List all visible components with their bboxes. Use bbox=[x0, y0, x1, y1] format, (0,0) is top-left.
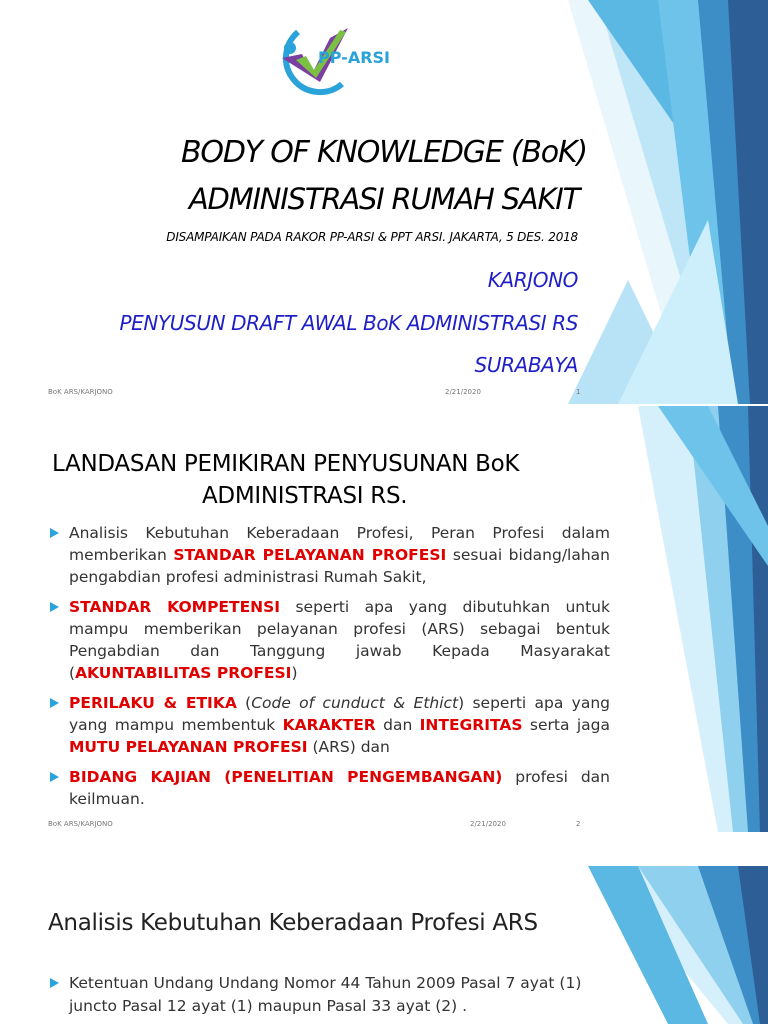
slide-3-bullet-list bbox=[48, 972, 608, 1018]
author-role: PENYUSUN DRAFT AWAL BoK ADMINISTRASI RS bbox=[119, 311, 578, 335]
slide-3 bbox=[0, 866, 768, 1024]
list-item: PERILAKU & ETIKA (Code of cunduct & Ethict) seperti apa yang yang mampu membentuk KARAKTER dan INTEGRITAS serta jaga MUTU PELAYANAN PROFESI (ARS) dan bbox=[48, 692, 610, 758]
footer-page-number: 1 bbox=[576, 388, 581, 396]
bullet-arrow-icon bbox=[50, 698, 59, 708]
footer-date: 2/21/2020 bbox=[470, 820, 506, 828]
slide-1-title-line-1: BODY OF KNOWLEDGE (BoK) bbox=[181, 135, 587, 170]
highlight-text: STANDAR PELAYANAN PROFESI bbox=[173, 546, 447, 564]
footer-date: 2/21/2020 bbox=[445, 388, 481, 396]
footer-page-number: 2 bbox=[576, 820, 581, 828]
slide-1-subtitle: DISAMPAIKAN PADA RAKOR PP-ARSI & PPT ARSI. JAKARTA, 5 DES. 2018 bbox=[166, 230, 578, 244]
list-item: BIDANG KAJIAN (PENELITIAN PENGEMBANGAN) profesi dan keilmuan. bbox=[48, 766, 610, 810]
bullet-arrow-icon bbox=[50, 602, 59, 612]
highlight-text: INTEGRITAS bbox=[419, 716, 523, 734]
list-item: STANDAR KOMPETENSI seperti apa yang dibutuhkan untuk mampu memberikan pelayanan profesi (ARS) sebagai bentuk Pengabdian dan Tanggung jawab Kepada Masyarakat (AKUNTABILITAS PROFESI) bbox=[48, 596, 610, 684]
highlight-text: MUTU PELAYANAN PROFESI bbox=[69, 738, 308, 756]
list-item: Analisis Kebutuhan Keberadaan Profesi, Peran Profesi dalam memberikan STANDAR PELAYANAN PROFESI sesuai bidang/lahan pengabdian profesi administrasi Rumah Sakit, bbox=[48, 522, 610, 588]
slide-2-decoration bbox=[598, 406, 768, 832]
slide-gap bbox=[0, 832, 768, 866]
bullet-arrow-icon bbox=[50, 772, 59, 782]
highlight-text: AKUNTABILITAS PROFESI bbox=[75, 664, 292, 682]
slide-2-bullet-list bbox=[48, 522, 610, 818]
author-city: SURABAYA bbox=[474, 353, 578, 377]
slide-2-title-line-2: ADMINISTRASI RS. bbox=[202, 483, 408, 509]
slide-1 bbox=[0, 0, 768, 404]
slide-1-title-line-2: ADMINISTRASI RUMAH SAKIT bbox=[188, 182, 580, 216]
highlight-text: PERILAKU & ETIKA bbox=[69, 694, 237, 712]
footer-left: BoK ARS/KARJONO bbox=[48, 820, 113, 828]
highlight-text: KARAKTER bbox=[282, 716, 376, 734]
bullet-arrow-icon bbox=[50, 978, 59, 988]
author-name: KARJONO bbox=[487, 268, 578, 292]
pp-arsi-logo bbox=[268, 18, 404, 98]
bullet-arrow-icon bbox=[50, 528, 59, 538]
slide-2-title bbox=[52, 448, 592, 512]
highlight-text: BIDANG KAJIAN (PENELITIAN PENGEMBANGAN) bbox=[69, 768, 503, 786]
highlight-text: STANDAR KOMPETENSI bbox=[69, 598, 281, 616]
list-item: Ketentuan Undang Undang Nomor 44 Tahun 2009 Pasal 7 ayat (1) juncto Pasal 12 ayat (1) maupun Pasal 33 ayat (2) . bbox=[48, 972, 608, 1018]
slide-2-title-line-1: LANDASAN PEMIKIRAN PENYUSUNAN BoK bbox=[52, 451, 520, 477]
slide-3-title: Analisis Kebutuhan Keberadaan Profesi ARS bbox=[48, 910, 538, 936]
logo-text: PP-ARSI bbox=[318, 48, 390, 67]
footer-left: BoK ARS/KARJONO bbox=[48, 388, 113, 396]
slide-2 bbox=[0, 406, 768, 832]
